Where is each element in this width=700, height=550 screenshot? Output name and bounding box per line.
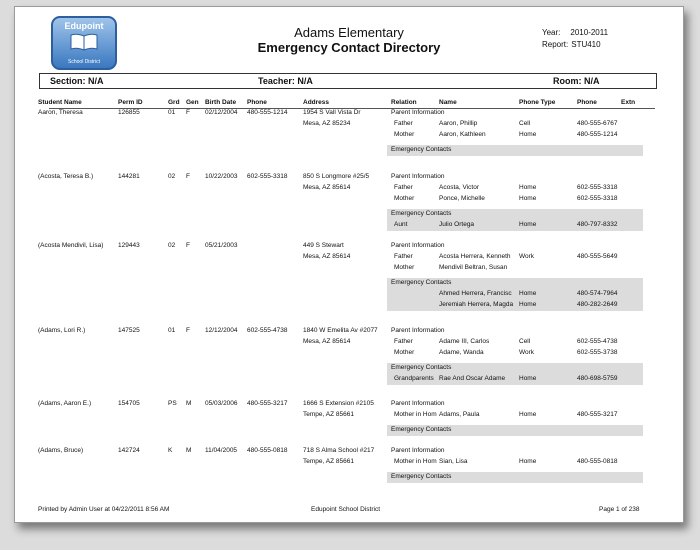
parent-info-label: Parent Information [391,327,445,334]
parent-phone-type: Home [519,411,537,418]
parent-relation: Mother in Hom [394,411,437,418]
logo-subtitle: School District [68,59,100,65]
parent-phone-type: Home [519,184,537,191]
section-info: Section: N/A [50,76,104,86]
emergency-relation: Grandparents [394,375,434,382]
parent-phone: 602-555-3318 [577,184,618,191]
address-line-1: 850 S Longmore #25/5 [303,173,370,180]
parent-relation: Mother [394,349,415,356]
col-grade: Grd [168,99,180,106]
col-phone: Phone [247,99,267,106]
col-student-name: Student Name [38,99,82,106]
birth-date: 05/03/2006 [205,400,238,407]
parent-name: Sian, Lisa [439,458,468,465]
address-line-2: Mesa, AZ 85614 [303,253,351,260]
footer-page: Page 1 of 238 [599,506,640,513]
parent-phone: 480-555-5649 [577,253,618,260]
parent-info-label: Parent Information [391,242,445,249]
col-contact-phone: Phone [577,99,597,106]
parent-info-label: Parent Information [391,400,445,407]
parent-phone-type: Work [519,349,535,356]
emergency-name: Ahmed Herrera, Francisc [439,290,512,297]
year-value: 2010-2011 [570,28,609,37]
logo-brand: Edupoint [64,21,104,31]
report-value: STU410 [571,40,601,49]
gender: M [186,447,192,454]
perm-id: 147525 [118,327,140,334]
parent-relation: Father [394,120,413,127]
col-address: Address [303,99,330,106]
emergency-phone: 480-797-8332 [577,221,618,228]
parent-phone: 602-555-4738 [577,338,618,345]
parent-phone-type: Cell [519,338,531,345]
parent-name: Adame, Wanda [439,349,484,356]
student-phone: 602-555-3318 [247,173,288,180]
parent-name: Acosta, Victor [439,184,479,191]
gender: F [186,173,190,180]
parent-relation: Mother [394,195,415,202]
col-perm-id: Perm ID [118,99,143,106]
parent-info-label: Parent Information [391,173,445,180]
grade: PS [168,400,177,407]
parent-name: Adame III, Carlos [439,338,490,345]
student-name: (Adams, Aaron E.) [38,400,92,407]
parent-phone: 602-555-3738 [577,349,618,356]
col-phone-type: Phone Type [519,99,556,106]
grade: 01 [168,327,176,334]
parent-name: Ponce, Michelle [439,195,485,202]
emergency-name: Julio Ortega [439,221,475,228]
address-line-1: 1840 W Emelita Av #2077 [303,327,378,334]
birth-date: 12/12/2004 [205,327,238,334]
footer-district: Edupoint School District [311,506,381,513]
parent-relation: Father [394,184,413,191]
address-line-2: Mesa, AZ 85234 [303,120,351,127]
school-name: Adams Elementary [294,25,404,40]
report-title: Emergency Contact Directory [257,40,441,55]
section-bar [39,73,657,89]
emergency-phone: 480-698-5759 [577,375,618,382]
parent-info-label: Parent Information [391,109,445,116]
emergency-phone: 480-282-2649 [577,301,618,308]
student-name: (Acosta Mendivil, Lisa) [38,242,104,249]
parent-relation: Mother [394,264,415,271]
student-phone: 480-555-3217 [247,400,288,407]
year-row [542,28,608,37]
student-name: Aaron, Theresa [38,109,83,116]
parent-relation: Mother [394,131,415,138]
address-line-1: 1954 S Vall Vista Dr [303,109,361,116]
room-info: Room: N/A [553,76,600,86]
parent-name: Adams, Paula [439,411,480,418]
emergency-phone-type: Home [519,221,537,228]
address-line-2: Mesa, AZ 85614 [303,184,351,191]
parent-phone-type: Home [519,195,537,202]
parent-phone-type: Cell [519,120,531,127]
parent-phone: 480-555-6767 [577,120,618,127]
address-line-1: 718 S Alma School #217 [303,447,375,454]
year-label: Year: [542,28,561,37]
perm-id: 129443 [118,242,140,249]
col-extn: Extn [621,99,636,106]
footer-printed: Printed by Admin User at 04/22/2011 8:56 AM [38,506,170,513]
emergency-contacts-label: Emergency Contacts [391,426,452,433]
student-phone: 602-555-4738 [247,327,288,334]
address-line-1: 449 S Stewart [303,242,344,249]
perm-id: 144281 [118,173,140,180]
birth-date: 02/12/2004 [205,109,238,116]
gender: F [186,109,190,116]
student-name: (Adams, Bruce) [38,447,84,454]
emergency-name: Rae And Oscar Adame [439,375,506,382]
emergency-contacts-label: Emergency Contacts [391,146,452,153]
emergency-relation: Aunt [394,221,408,228]
parent-phone: 602-555-3318 [577,195,618,202]
col-gender: Gen [186,99,199,106]
student-name: (Adams, Lori R.) [38,327,86,334]
address-line-2: Mesa, AZ 85614 [303,338,351,345]
parent-name: Aaron, Kathleen [439,131,486,138]
parent-phone-type: Work [519,253,535,260]
emergency-contacts-label: Emergency Contacts [391,364,452,371]
student-phone: 480-555-1214 [247,109,288,116]
perm-id: 154705 [118,400,140,407]
grade: K [168,447,173,454]
perm-id: 126855 [118,109,140,116]
emergency-phone-type: Home [519,375,537,382]
parent-phone: 480-555-3217 [577,411,618,418]
birth-date: 05/21/2003 [205,242,238,249]
emergency-phone-type: Home [519,290,537,297]
parent-name: Aaron, Phillip [439,120,478,127]
grade: 01 [168,109,176,116]
gender: F [186,242,190,249]
parent-phone-type: Home [519,458,537,465]
parent-name: Mendivil Beltran, Susan [439,264,508,271]
birth-date: 10/22/2003 [205,173,238,180]
parent-name: Acosta Herrera, Kenneth [439,253,511,260]
gender: F [186,327,190,334]
parent-info-label: Parent Information [391,447,445,454]
address-line-1: 1666 S Extension #2105 [303,400,374,407]
parent-phone-type: Home [519,131,537,138]
gender: M [186,400,192,407]
grade: 02 [168,173,176,180]
emergency-contacts-label: Emergency Contacts [391,473,452,480]
teacher-info: Teacher: N/A [258,76,313,86]
col-relation: Relation [391,99,417,106]
col-birth-date: Birth Date [205,99,237,106]
parent-relation: Father [394,338,413,345]
emergency-name: Jeremiah Herrera, Magda [439,301,514,308]
emergency-phone-type: Home [519,301,537,308]
birth-date: 11/04/2005 [205,447,238,454]
address-line-2: Tempe, AZ 85661 [303,411,354,418]
address-line-2: Tempe, AZ 85661 [303,458,354,465]
report-page [14,6,684,523]
emergency-contacts-label: Emergency Contacts [391,210,452,217]
report-label: Report: [542,40,569,49]
student-name: (Acosta, Teresa B.) [38,173,94,180]
emergency-phone: 480-574-7964 [577,290,618,297]
col-name: Name [439,99,457,106]
parent-phone: 480-555-1214 [577,131,618,138]
parent-relation: Father [394,253,413,260]
perm-id: 142724 [118,447,140,454]
report-row [542,40,601,49]
parent-relation: Mother in Hom [394,458,437,465]
emergency-contacts-label: Emergency Contacts [391,279,452,286]
parent-phone: 480-555-0818 [577,458,618,465]
student-phone: 480-555-0818 [247,447,288,454]
grade: 02 [168,242,176,249]
